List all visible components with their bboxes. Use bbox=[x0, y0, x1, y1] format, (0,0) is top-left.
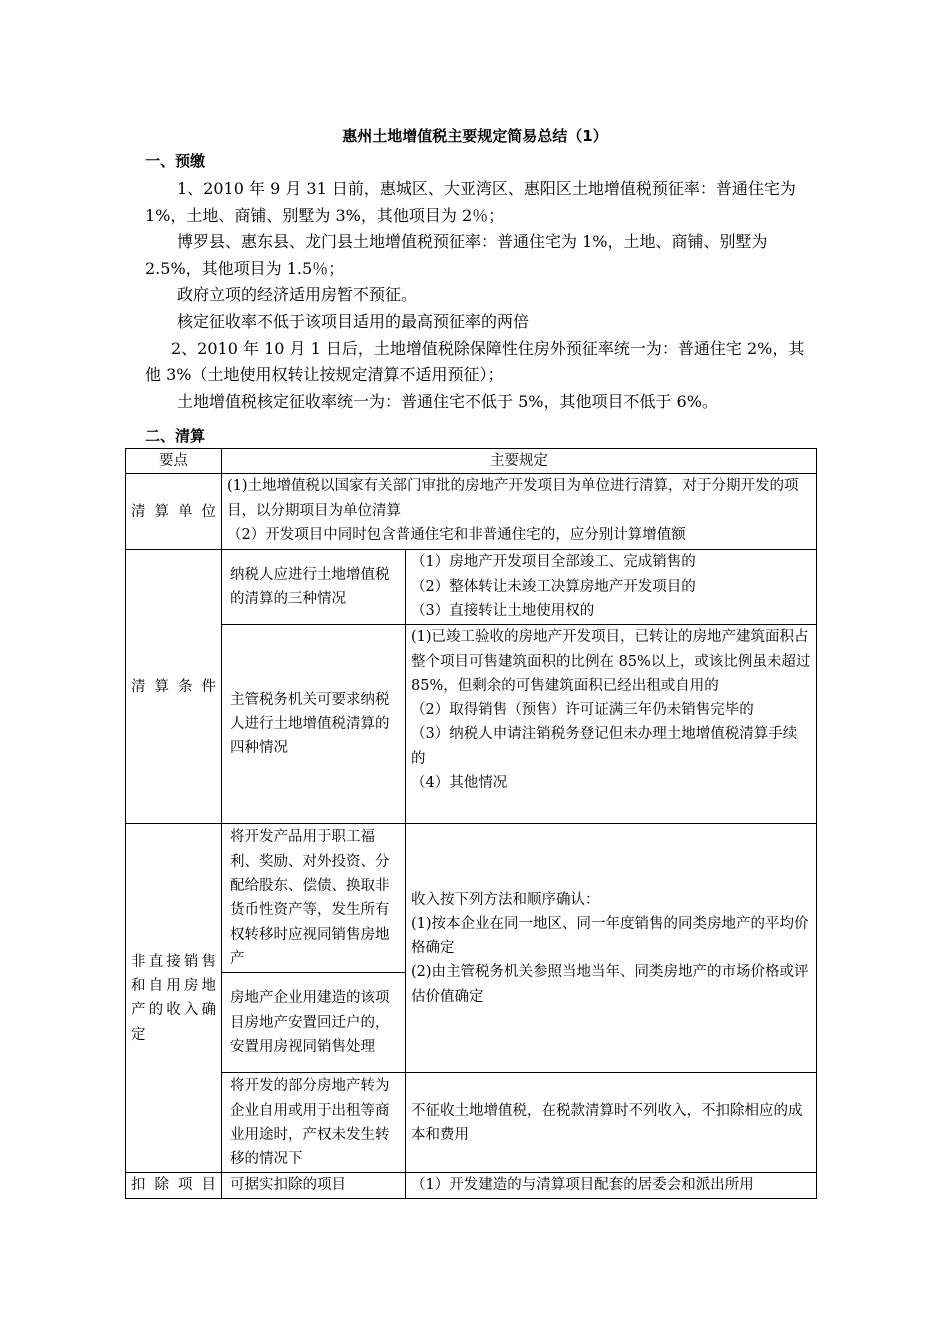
table-row-settlement-conditions-b bbox=[126, 625, 817, 824]
table-row-deduction bbox=[126, 1173, 817, 1198]
column-header-key-point: 要点 bbox=[126, 449, 222, 474]
list-item: （2）取得销售（预售）许可证满三年仍未销售完毕的 bbox=[411, 702, 754, 719]
section-heading-prepay: 一、预缴 bbox=[145, 152, 206, 170]
rule-line: (1)按本企业在同一地区、同一年度销售的同类房地产的平均价格确定 bbox=[411, 915, 809, 957]
row-label-settlement-conditions: 清算条件 bbox=[126, 550, 222, 824]
four-situations-label: 主管税务机关可要求纳税人进行土地增值税清算的四种情况 bbox=[222, 625, 406, 824]
four-situations-list bbox=[406, 625, 817, 824]
rule-line: （2）开发项目中同时包含普通住宅和非普通住宅的，应分别计算增值额 bbox=[227, 526, 686, 543]
table-row-income-c bbox=[126, 1073, 817, 1173]
self-use-label: 将开发的部分房地产转为企业自用或用于出租等商业用途时，产权未发生转移的情况下 bbox=[222, 1073, 406, 1173]
list-item: （1）房地产开发项目全部竣工、完成销售的 bbox=[411, 554, 696, 571]
three-situations-list bbox=[406, 550, 817, 625]
rule-line: (1)土地增值税以国家有关部门审批的房地产开发项目为单位进行清算，对于分期开发的项目，以分期项目为单位清算 bbox=[227, 478, 799, 519]
list-item: （2）整体转让未竣工决算房地产开发项目的 bbox=[411, 578, 696, 595]
rule-line: (2)由主管税务机关参照当地当年、同类房地产的市场价格或评估价值确定 bbox=[411, 964, 809, 1005]
table-row-settlement-conditions-a bbox=[126, 550, 817, 625]
prepay-section-body bbox=[145, 176, 811, 415]
document-title: 惠州土地增值税主要规定简易总结（1） bbox=[342, 127, 608, 145]
list-item: （3）纳税人申请注销税务登记但未办理土地增值税清算手续的 bbox=[411, 726, 798, 767]
resettlement-label: 房地产企业用建造的该项目房地产安置回迁户的，安置用房视同销售处理 bbox=[222, 973, 406, 1073]
income-method-rules bbox=[406, 824, 817, 1073]
row-label-deduction-items: 扣除项目 bbox=[126, 1173, 222, 1198]
prepay-paragraph: 政府立项的经济适用房暂不预征。 bbox=[177, 285, 418, 305]
prepay-paragraph: 土地增值税核定征收率统一为：普通住宅不低于 5%，其他项目不低于 6%。 bbox=[177, 391, 718, 411]
prepay-paragraph: 博罗县、惠东县、龙门县土地增值税预征率：普通住宅为 1%，土地、商铺、别墅为 2.5%，其他项目为 1.5％； bbox=[145, 232, 768, 278]
three-situations-label: 纳税人应进行土地增值税的清算的三种情况 bbox=[222, 550, 406, 625]
deemed-sale-label: 将开发产品用于职工福利、奖励、对外投资、分配给股东、偿债、换取非货币性资产等，发生所有权转移时应视同销售房地产 bbox=[222, 824, 406, 973]
rule-line: 收入按下列方法和顺序确认： bbox=[411, 891, 600, 908]
list-item: （3）直接转让土地使用权的 bbox=[411, 602, 595, 619]
table-row-settlement-unit bbox=[126, 474, 817, 550]
column-header-main-rules: 主要规定 bbox=[222, 449, 817, 474]
prepay-paragraph: 核定征收率不低于该项目适用的最高预征率的两倍 bbox=[177, 311, 530, 331]
list-item: （4）其他情况 bbox=[411, 775, 508, 792]
table-header-row bbox=[126, 449, 817, 474]
settlement-unit-rules bbox=[222, 474, 817, 550]
table-row-income-a bbox=[126, 824, 817, 973]
row-label-income-determination: 非直接销售和自用房地产的收入确定 bbox=[126, 824, 222, 1173]
row-label-settlement-unit: 清算单位 bbox=[126, 474, 222, 550]
section-heading-settlement: 二、清算 bbox=[145, 427, 206, 445]
self-use-rule: 不征收土地增值税，在税款清算时不列收入，不扣除相应的成本和费用 bbox=[406, 1073, 817, 1173]
list-item: (1)已竣工验收的房地产开发项目，已转让的房地产建筑面积占整个项目可售建筑面积的比例在 85%以上，或该比例虽未超过 85%，但剩余的可售建筑面积已经出租或自用的 bbox=[411, 629, 811, 694]
prepay-paragraph: 2、2010 年 10 月 1 日后，土地增值税除保障性住房外预征率统一为：普通住宅 2%，其他 3%（土地使用权转让按规定清算不适用预征）； bbox=[145, 338, 805, 385]
settlement-table bbox=[125, 448, 817, 1199]
deduction-rule-line: （1）开发建造的与清算项目配套的居委会和派出所用 bbox=[406, 1173, 817, 1198]
prepay-paragraph: 1、2010 年 9 月 31 日前，惠城区、大亚湾区、惠阳区土地增值税预征率：普通住宅为 1%，土地、商铺、别墅为 3%，其他项目为 2％； bbox=[145, 179, 796, 225]
deductible-items-label: 可据实扣除的项目 bbox=[222, 1173, 406, 1198]
